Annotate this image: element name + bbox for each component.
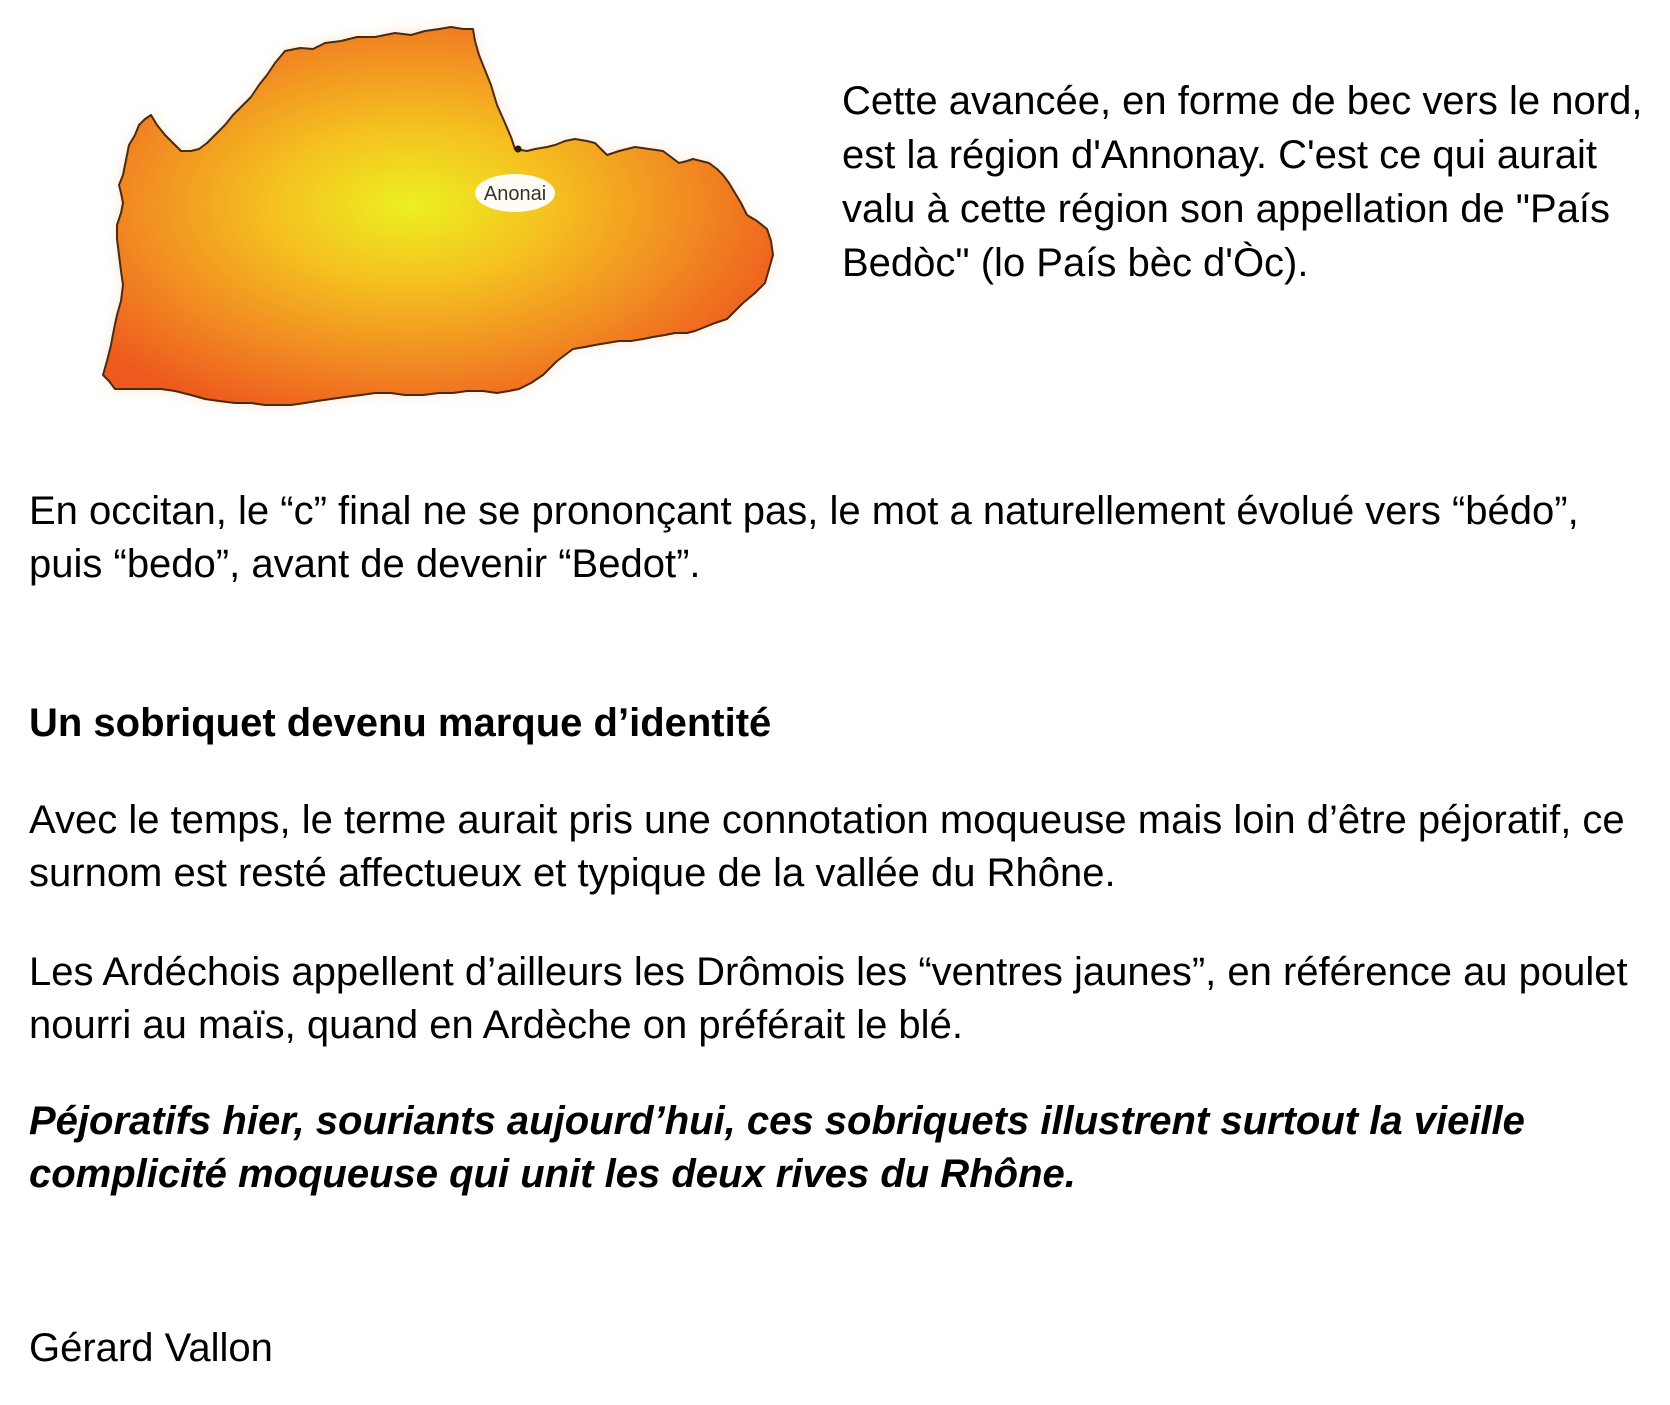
map-label: Anonai: [483, 183, 547, 205]
section-heading: Un sobriquet devenu marque d’identité: [29, 701, 772, 745]
author-signature: Gérard Vallon: [29, 1326, 273, 1370]
town-marker: [515, 146, 522, 153]
region-shape: [103, 27, 773, 405]
closing-statement: Péjoratifs hier, souriants aujourd’hui, ces sobriquets illustrent surtout la vieille complicité moqueuse qui unit les deux rives du Rhône.: [29, 1099, 1525, 1196]
intro-paragraph: Cette avancée, en forme de bec vers le nord, est la région d'Annonay. C'est ce qui aurait valu à cette région son appellation de "País Bedòc" (lo País bèc d'Òc).: [842, 79, 1643, 285]
body-paragraph: Avec le temps, le terme aurait pris une connotation moqueuse mais loin d’être péjoratif, ce surnom est resté affectueux et typique de la vallée du Rhône.: [29, 798, 1625, 895]
body-paragraph: Les Ardéchois appellent d’ailleurs les Drômois les “ventres jaunes”, en référence au poulet nourri au maïs, quand en Ardèche on préférait le blé.: [29, 950, 1628, 1047]
etymology-paragraph: En occitan, le “c” final ne se prononçant pas, le mot a naturellement évolué vers “bédo”, puis “bedo”, avant de devenir “Bedot”.: [29, 489, 1579, 586]
region-map-graphic: [95, 15, 795, 435]
region-map: [95, 15, 795, 435]
